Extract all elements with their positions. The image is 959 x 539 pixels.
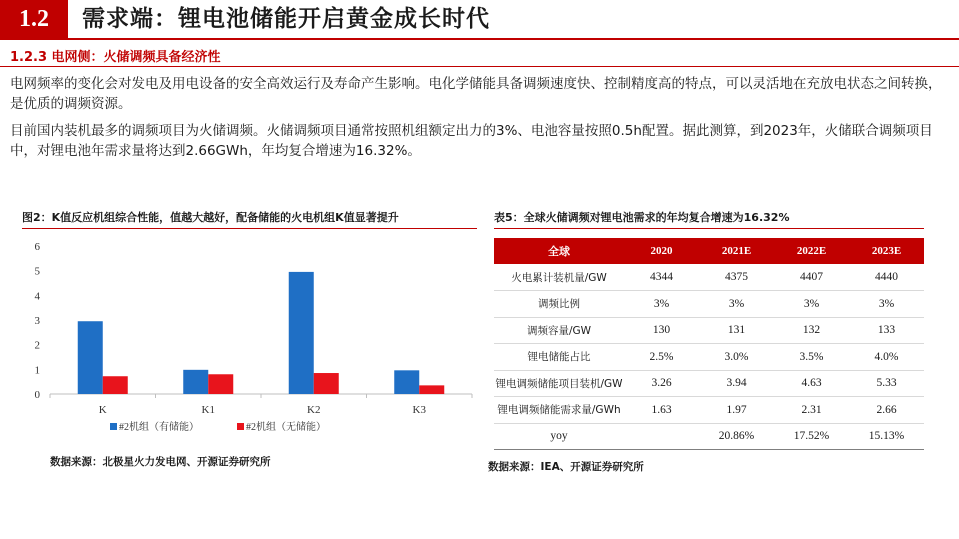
table-source: 数据来源：IEA、开源证券研究所 bbox=[488, 461, 644, 473]
legend-swatch bbox=[237, 423, 244, 430]
table-header-cell: 2021E bbox=[699, 238, 774, 264]
table-header-cell: 2022E bbox=[774, 238, 849, 264]
table-cell: 1.97 bbox=[699, 397, 774, 424]
table-row-label: 锂电调频储能需求量/GWh bbox=[494, 397, 624, 424]
y-tick-label: 2 bbox=[34, 339, 40, 352]
table-cell: 4.63 bbox=[774, 370, 849, 397]
table-cell: 4440 bbox=[849, 264, 924, 291]
table-cell: 4.0% bbox=[849, 344, 924, 371]
y-tick-label: 4 bbox=[34, 290, 40, 303]
bar-without-storage bbox=[103, 376, 128, 394]
table-cell bbox=[624, 423, 699, 450]
table-row bbox=[494, 317, 924, 344]
slide-header bbox=[0, 0, 959, 40]
x-tick-label: K3 bbox=[412, 404, 426, 416]
table-cell: 17.52% bbox=[774, 423, 849, 450]
x-tick-label: K1 bbox=[201, 404, 215, 416]
header-divider bbox=[0, 38, 959, 40]
table-row-label: yoy bbox=[494, 423, 624, 450]
table-row bbox=[494, 397, 924, 424]
bar-without-storage bbox=[208, 374, 233, 394]
k-value-bar-chart bbox=[22, 232, 477, 452]
table-cell: 5.33 bbox=[849, 370, 924, 397]
y-tick-label: 1 bbox=[34, 364, 40, 377]
section-number: 1.2 bbox=[0, 0, 68, 38]
table-row-label: 调频比例 bbox=[494, 291, 624, 318]
x-tick-label: K bbox=[98, 404, 107, 416]
table-row-label: 调频容量/GW bbox=[494, 317, 624, 344]
table-header-cell: 全球 bbox=[494, 238, 624, 264]
table-title: 表5：全球火储调频对锂电池需求的年均复合增速为16.32% bbox=[494, 211, 790, 224]
table-cell: 4344 bbox=[624, 264, 699, 291]
table-cell: 3.0% bbox=[699, 344, 774, 371]
table-cell: 2.66 bbox=[849, 397, 924, 424]
bar-with-storage bbox=[289, 272, 314, 394]
table-header-cell: 2020 bbox=[624, 238, 699, 264]
y-tick-label: 3 bbox=[34, 315, 40, 327]
section-subheading: 1.2.3 电网侧：火储调频具备经济性 bbox=[10, 50, 221, 65]
table-cell: 2.31 bbox=[774, 397, 849, 424]
bar-without-storage bbox=[314, 373, 339, 394]
legend-swatch bbox=[110, 423, 117, 430]
demand-table bbox=[494, 238, 924, 450]
paragraph-estimate: 目前国内装机最多的调频项目为火储调频。火储调频项目通常按照机组额定出力的3%、电池容量按照0.5h配置。据此测算，到2023年，火储联合调频项目中，对锂电池年需求量将达到2.66GWh，年均复合增速为16.32%。 bbox=[10, 123, 933, 159]
table-title-divider bbox=[494, 228, 924, 229]
bar-with-storage bbox=[394, 370, 419, 394]
table-header-cell: 2023E bbox=[849, 238, 924, 264]
y-tick-label: 6 bbox=[34, 241, 40, 253]
table-cell: 3.5% bbox=[774, 344, 849, 371]
figure-source: 数据来源：北极星火力发电网、开源证券研究所 bbox=[50, 456, 271, 468]
figure-title: 图2：K值反应机组综合性能，值越大越好，配备储能的火电机组K值显著提升 bbox=[22, 211, 399, 224]
table-cell: 3.26 bbox=[624, 370, 699, 397]
slide-title: 需求端：锂电池储能开启黄金成长时代 bbox=[82, 6, 490, 32]
table-cell: 1.63 bbox=[624, 397, 699, 424]
legend-label: #2机组（有储能） bbox=[119, 422, 199, 433]
table-cell: 3.94 bbox=[699, 370, 774, 397]
x-tick-label: K2 bbox=[307, 404, 321, 416]
table-row bbox=[494, 264, 924, 291]
table-cell: 3% bbox=[624, 291, 699, 318]
figure-title-divider bbox=[22, 228, 477, 229]
table-row bbox=[494, 370, 924, 397]
table-row bbox=[494, 344, 924, 371]
table-cell: 3% bbox=[774, 291, 849, 318]
table-cell: 131 bbox=[699, 317, 774, 344]
y-tick-label: 5 bbox=[34, 265, 40, 278]
legend-label: #2机组（无储能） bbox=[246, 422, 326, 433]
table-cell: 130 bbox=[624, 317, 699, 344]
table-cell: 2.5% bbox=[624, 344, 699, 371]
y-tick-label: 0 bbox=[34, 389, 40, 401]
table-cell: 4375 bbox=[699, 264, 774, 291]
table-row-label: 火电累计装机量/GW bbox=[494, 264, 624, 291]
table-cell: 132 bbox=[774, 317, 849, 344]
table-header-row bbox=[494, 238, 924, 264]
table-cell: 4407 bbox=[774, 264, 849, 291]
table-cell: 15.13% bbox=[849, 423, 924, 450]
table-row-label: 锂电调频储能项目装机/GW bbox=[494, 370, 624, 397]
table-cell: 133 bbox=[849, 317, 924, 344]
bar-with-storage bbox=[183, 370, 208, 394]
table-cell: 3% bbox=[699, 291, 774, 318]
paragraph-intro: 电网频率的变化会对发电及用电设备的安全高效运行及寿命产生影响。电化学储能具备调频速度快、控制精度高的特点，可以灵活地在充放电状态之间转换，是优质的调频资源。 bbox=[10, 76, 942, 112]
table-row bbox=[494, 291, 924, 318]
table-row bbox=[494, 423, 924, 450]
subheading-divider bbox=[0, 66, 959, 67]
bar-without-storage bbox=[419, 385, 444, 394]
table-row-label: 锂电储能占比 bbox=[494, 344, 624, 371]
table-cell: 3% bbox=[849, 291, 924, 318]
bar-with-storage bbox=[78, 321, 103, 394]
table-cell: 20.86% bbox=[699, 423, 774, 450]
